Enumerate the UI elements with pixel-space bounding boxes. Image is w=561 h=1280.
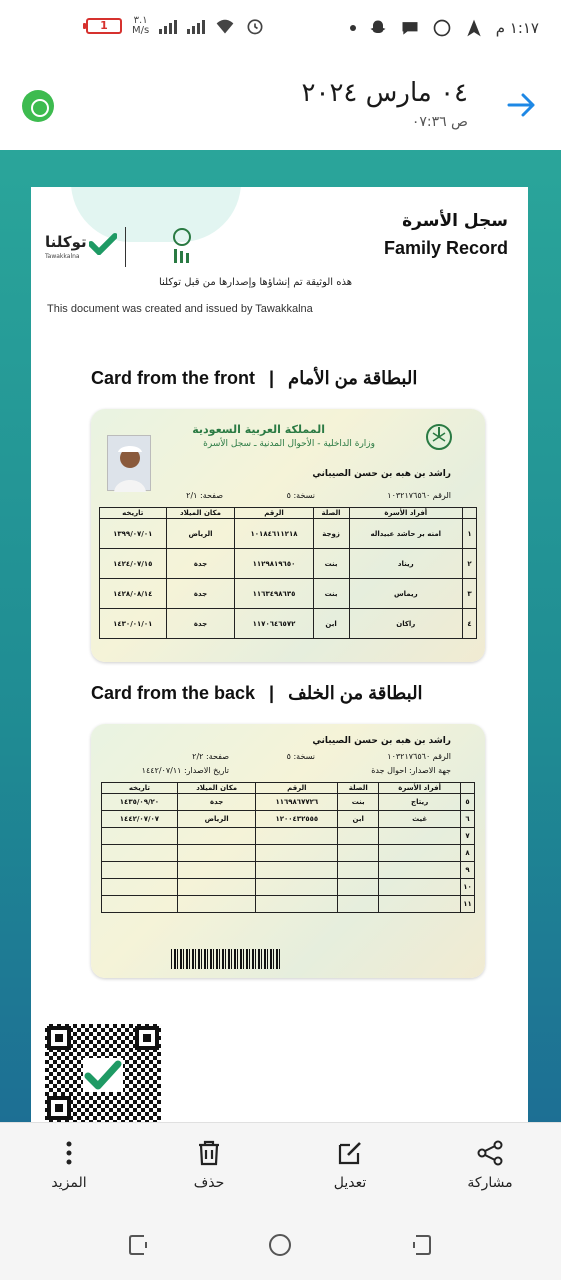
card-issuer: جهة الاصدار: احوال جدة	[371, 766, 451, 775]
row-birthplace	[177, 896, 256, 913]
table-row	[102, 811, 475, 828]
col-birthplace: مكان الميلاد	[177, 783, 256, 794]
col-number: الرقم	[235, 508, 313, 519]
forward-arrow-icon[interactable]	[505, 90, 539, 120]
col-birthdate: تاريخه	[100, 508, 167, 519]
battery-icon	[86, 18, 122, 34]
row-index: ٨	[461, 845, 475, 862]
row-relation	[338, 879, 379, 896]
wifi-icon	[215, 16, 235, 36]
edit-label: تعديل	[333, 1175, 367, 1191]
row-index: ١٠	[461, 879, 475, 896]
edit-button[interactable]	[305, 1139, 395, 1191]
row-birthplace: جدة	[166, 609, 235, 639]
row-member: ريتاج	[379, 794, 461, 811]
status-left-group	[86, 16, 265, 36]
table-row	[102, 862, 475, 879]
table-row	[100, 609, 477, 639]
row-member	[379, 845, 461, 862]
share-icon	[476, 1139, 504, 1167]
clock: ١:١٧ م	[495, 19, 539, 37]
row-relation: بنت	[313, 549, 349, 579]
heart-check-icon	[89, 233, 117, 255]
table-row	[102, 896, 475, 913]
chat-icon	[400, 18, 420, 38]
col-member: أفراد الأسرة	[379, 783, 461, 794]
col-birthplace: مكان الميلاد	[166, 508, 235, 519]
card-page: صفحة: ٢/١	[186, 491, 223, 500]
card-header-ministry: وزارة الداخلية - الأحوال المدنية ـ سجل الأسرة	[203, 439, 375, 449]
row-member: غيث	[379, 811, 461, 828]
row-index: ٣	[463, 579, 477, 609]
row-birthdate: ١٤٣٠/٠١/٠١	[100, 609, 167, 639]
row-relation: بنت	[313, 579, 349, 609]
more-label: المزيد	[51, 1175, 87, 1191]
row-index: ٥	[461, 794, 475, 811]
card-issue-date: تاريخ الاصدار: ١٤٤٢/٠٧/١١	[141, 766, 229, 775]
tawakkalna-logo	[45, 227, 125, 267]
card-copy-back: نسخة: ٥	[286, 752, 315, 761]
check-logo-icon	[83, 1058, 123, 1092]
row-birthplace: الرياض	[166, 519, 235, 549]
row-birthdate: ١٤٤٢/٠٧/٠٧	[102, 811, 178, 828]
row-birthplace	[177, 828, 256, 845]
document-title-ar: سجل الأسرة	[402, 211, 508, 231]
row-relation: زوجة	[313, 519, 349, 549]
row-birthplace: جدة	[166, 549, 235, 579]
row-index: ١	[463, 519, 477, 549]
table-header-row	[100, 508, 477, 519]
saudi-seal-icon	[423, 423, 455, 459]
delete-label: حذف	[193, 1175, 225, 1191]
row-member	[379, 896, 461, 913]
qr-finder-pattern	[47, 1026, 71, 1050]
row-relation: بنت	[338, 794, 379, 811]
col-relation: الصلة	[338, 783, 379, 794]
more-button[interactable]	[24, 1139, 114, 1191]
family-record-document	[31, 187, 528, 1122]
card-page-back: صفحة: ٢/٢	[192, 752, 229, 761]
row-member	[379, 828, 461, 845]
message-date-title: ٠٤ مارس ٢٠٢٤	[301, 78, 468, 108]
row-birthdate	[102, 845, 178, 862]
holder-number-back: الرقم ١٠٣٢١٧٦٥٦٠	[387, 752, 451, 761]
holder-photo	[107, 435, 151, 491]
row-index: ١١	[461, 896, 475, 913]
row-birthdate	[102, 862, 178, 879]
row-relation	[338, 896, 379, 913]
qr-code	[45, 1024, 161, 1122]
row-birthdate: ١٤٣٥/٠٩/٢٠	[102, 794, 178, 811]
row-birthplace	[177, 879, 256, 896]
network-speed	[132, 16, 149, 36]
back-section-title: Card from the back | البطاقة من الخلف	[91, 683, 423, 703]
row-birthdate: ١٣٩٩/٠٧/٠١	[100, 519, 167, 549]
row-number: ١١٧٠٦٤٦٥٧٢	[235, 609, 313, 639]
holder-name: راشد بن هبه بن حسن الصيباني	[312, 469, 451, 479]
network-speed-value: ٣.١	[133, 15, 148, 26]
row-index: ٧	[461, 828, 475, 845]
table-row	[102, 879, 475, 896]
card-header-country: المملكة العربية السعودية	[192, 423, 325, 436]
holder-number: الرقم ١٠٣٢١٧٦٥٦٠	[387, 491, 451, 500]
row-number	[256, 896, 338, 913]
network-speed-unit: M/s	[132, 25, 150, 36]
snapchat-icon	[368, 18, 388, 38]
table-row	[102, 828, 475, 845]
row-birthdate	[102, 896, 178, 913]
family-members-table-front	[99, 507, 477, 639]
barcode	[171, 949, 281, 969]
share-button[interactable]	[445, 1139, 535, 1191]
col-birthdate: تاريخه	[102, 783, 178, 794]
col-number: الرقم	[256, 783, 338, 794]
whatsapp-notification-icon	[432, 18, 452, 38]
row-number	[256, 845, 338, 862]
navigation-icon	[464, 18, 484, 38]
share-label: مشاركة	[467, 1175, 513, 1191]
row-birthplace	[177, 862, 256, 879]
row-relation	[338, 862, 379, 879]
row-relation	[338, 845, 379, 862]
row-birthdate	[102, 828, 178, 845]
table-row	[100, 519, 477, 549]
row-index: ٢	[463, 549, 477, 579]
row-member: امنه بر حاشد عبيداله	[349, 519, 462, 549]
signal-icon	[159, 18, 177, 34]
issued-note-ar: هذه الوثيقة تم إنشاؤها وإصدارها من قبل توكلنا	[158, 277, 352, 288]
logo-ar-text: توكلنا	[45, 233, 87, 251]
row-number: ١١٦٣٤٩٨٦٣٥	[235, 579, 313, 609]
row-relation	[338, 828, 379, 845]
back-title-en: Card from the back	[91, 683, 256, 703]
row-birthdate: ١٤٢٨/٠٨/١٤	[100, 579, 167, 609]
col-index	[463, 508, 477, 519]
row-number: ١٠١٨٤٦١١٢١٨	[235, 519, 313, 549]
row-birthplace: جدة	[177, 794, 256, 811]
system-nav-bar	[0, 1214, 561, 1280]
saudi-emblem-icon	[171, 227, 193, 267]
front-title-ar: البطاقة من الأمام	[288, 368, 418, 388]
recent-apps-icon[interactable]	[126, 1232, 152, 1258]
holder-name-back: راشد بن هبه بن حسن الصيباني	[312, 736, 451, 746]
row-birthdate: ١٤٢٤/٠٧/١٥	[100, 549, 167, 579]
status-bar	[0, 0, 561, 62]
edit-icon	[336, 1139, 364, 1167]
table-row	[102, 845, 475, 862]
back-title-ar: البطاقة من الخلف	[288, 683, 423, 703]
status-right-group	[350, 18, 539, 38]
row-number	[256, 879, 338, 896]
row-member	[379, 862, 461, 879]
issued-note-en: This document was created and issued by Tawakkalna	[47, 303, 313, 315]
table-row	[100, 579, 477, 609]
col-relation: الصلة	[313, 508, 349, 519]
back-icon[interactable]	[408, 1232, 434, 1258]
row-relation: ابن	[338, 811, 379, 828]
more-notifications-dot	[350, 25, 356, 31]
logo-divider	[125, 227, 126, 267]
alarm-icon	[245, 16, 265, 36]
app-bar	[0, 62, 561, 150]
row-birthplace: جدة	[166, 579, 235, 609]
qr-finder-pattern	[135, 1026, 159, 1050]
table-header-row	[102, 783, 475, 794]
row-member: راكان	[349, 609, 462, 639]
row-member: ريناد	[349, 549, 462, 579]
back-card-image	[91, 724, 485, 978]
front-title-en: Card from the front	[91, 368, 255, 388]
row-number	[256, 828, 338, 845]
row-number: ١١٢٩٨١٩٦٥٠	[235, 549, 313, 579]
front-section-title: Card from the front | البطاقة من الأمام	[91, 368, 418, 388]
document-title-en: Family Record	[383, 238, 508, 258]
row-index: ٦	[461, 811, 475, 828]
signal-2-icon	[187, 18, 205, 34]
row-number: ١٢٠٠٤٣٢٥٥٥	[256, 811, 338, 828]
row-index: ٩	[461, 862, 475, 879]
card-copy: نسخة: ٥	[286, 491, 315, 500]
row-member	[379, 879, 461, 896]
col-member: أفراد الأسرة	[349, 508, 462, 519]
table-row	[102, 794, 475, 811]
trash-icon	[195, 1139, 223, 1167]
delete-button[interactable]	[164, 1139, 254, 1191]
logo-en-text: Tawakkalna	[45, 253, 80, 260]
row-number: ١١٦٩٨٦٧٧٢٦	[256, 794, 338, 811]
row-birthplace: الرياض	[177, 811, 256, 828]
front-card-image	[91, 409, 485, 662]
bottom-action-bar	[0, 1122, 561, 1214]
table-row	[100, 549, 477, 579]
col-index	[461, 783, 475, 794]
more-vertical-icon	[55, 1139, 83, 1167]
row-member: ريماس	[349, 579, 462, 609]
message-time: ص ٠٧:٣٦	[411, 114, 468, 130]
battery-level: 1	[100, 19, 108, 32]
row-birthdate	[102, 879, 178, 896]
home-icon[interactable]	[267, 1232, 293, 1258]
family-members-table-back	[101, 782, 475, 913]
row-number	[256, 862, 338, 879]
row-index: ٤	[463, 609, 477, 639]
qr-finder-pattern	[47, 1096, 71, 1120]
row-relation: ابن	[313, 609, 349, 639]
row-birthplace	[177, 845, 256, 862]
whatsapp-icon[interactable]	[22, 90, 54, 122]
